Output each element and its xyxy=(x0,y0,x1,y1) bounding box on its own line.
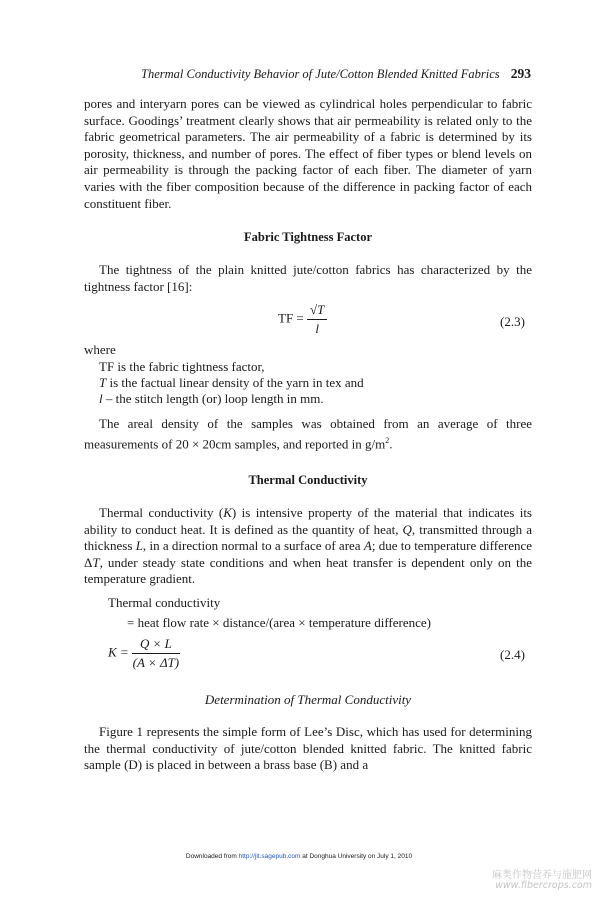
eq24-numerator: Q × L xyxy=(132,636,180,654)
symbol-t: T xyxy=(99,375,107,390)
areal-density-sup: 2 xyxy=(385,435,390,445)
tc-text-1: Thermal conductivity ( xyxy=(99,505,224,520)
running-title: Thermal Conductivity Behavior of Jute/Cotton Blended Knitted Fabrics xyxy=(141,67,500,81)
page-number: 293 xyxy=(510,66,531,81)
paragraph-lees-disc: Figure 1 represents the simple form of Lee’s Disc, which has used for determining the thermal conductivity of jute/cotton blended knitted fabric. The knitted fabric sample (D) is placed in between a brass base (B) and a xyxy=(84,724,532,773)
symbol-l-thickness: L xyxy=(135,538,143,554)
footer-suffix: at Donghua University on July 1, 2010 xyxy=(300,853,413,860)
eq23-denominator: l xyxy=(315,321,320,336)
eq23-fraction xyxy=(307,302,327,337)
symbol-k: K xyxy=(223,505,232,520)
definition-tf: TF is the fabric tightness factor, xyxy=(99,359,265,374)
tc-text-5: ; due to temperature difference Δ xyxy=(84,538,533,570)
eq24-denominator: (A × ΔT) xyxy=(132,655,180,670)
paragraph-tightness: The tightness of the plain knitted jute/cotton fabrics has characterized by the tightness factor [16]: xyxy=(84,262,532,294)
eq23-numerator: √T xyxy=(307,302,327,320)
thermal-conductivity-label: Thermal conductivity xyxy=(108,595,221,610)
equation-2-4 xyxy=(108,636,180,671)
watermark-chinese: 麻类作物营养与施肥网 xyxy=(492,870,592,881)
equation-number-2-3: (2.3) xyxy=(500,314,525,329)
paragraph-thermal-conductivity xyxy=(84,505,532,588)
symbol-a: A xyxy=(363,538,372,554)
tc-text-6: , under steady state conditions and when heat transfer is dependent only on the temperature gradient. xyxy=(84,554,532,587)
symbol-q: Q xyxy=(402,521,412,537)
equation-number-2-4: (2.4) xyxy=(500,647,525,662)
definition-t-text: is the factual linear density of the yarn in tex and xyxy=(106,375,364,390)
heading-determination: Determination of Thermal Conductivity xyxy=(204,692,412,707)
paragraph-areal-density xyxy=(84,416,532,453)
watermark-url: www.fibercrops.com xyxy=(495,880,592,891)
paragraph-pores: pores and interyarn pores can be viewed as cylindrical holes perpendicular to fabric surface. Goodings’ treatment clearly shows that air permeability is related only to the fabric geometrical parameters. The air permeability of a fabric is determined by its porosity, thickness, and number of pores. The effect of fiber types or blend levels on air permeability is through the packing factor of each fiber. The diameter of yarn varies with the fiber composition because of the difference in packing factor of each constituent fiber. xyxy=(84,96,532,211)
tc-text-4: , in a direction normal to a surface of area xyxy=(142,538,364,554)
running-header xyxy=(0,66,531,82)
heading-thermal-conductivity: Thermal Conductivity xyxy=(248,473,368,487)
symbol-l: l xyxy=(99,391,103,406)
definition-t xyxy=(99,375,529,392)
eq24-lhs: K = xyxy=(108,644,129,660)
equation-2-3: TF = $\frac{√T}{l}$ xyxy=(278,302,327,337)
tc-text-2: ) is intensive property of the material that indicates its ability to conduct heat. It is defined as the quantity of heat, xyxy=(84,505,532,537)
symbol-t-temp: T xyxy=(92,554,100,570)
definition-l-text: – the stitch length (or) loop length in mm. xyxy=(102,391,324,406)
areal-density-text: The areal density of the samples was obtained from an average of three measurements of 20 × 20cm samples, and reported in g/m xyxy=(84,416,532,451)
download-footer xyxy=(0,853,598,860)
footer-link[interactable]: http://jit.sagepub.com xyxy=(238,853,301,860)
eq24-fraction xyxy=(132,636,180,671)
footer-prefix: Downloaded from xyxy=(185,853,239,860)
where-label: where xyxy=(84,342,116,357)
areal-density-end: . xyxy=(389,435,393,451)
tc-text-3: , transmitted through a thickness xyxy=(84,521,532,554)
thermal-conductivity-formula: = heat flow rate × distance/(area × temperature difference) xyxy=(127,615,431,630)
definition-l xyxy=(99,391,529,408)
eq23-lhs: TF xyxy=(278,310,294,326)
heading-fabric-tightness: Fabric Tightness Factor xyxy=(243,230,372,244)
